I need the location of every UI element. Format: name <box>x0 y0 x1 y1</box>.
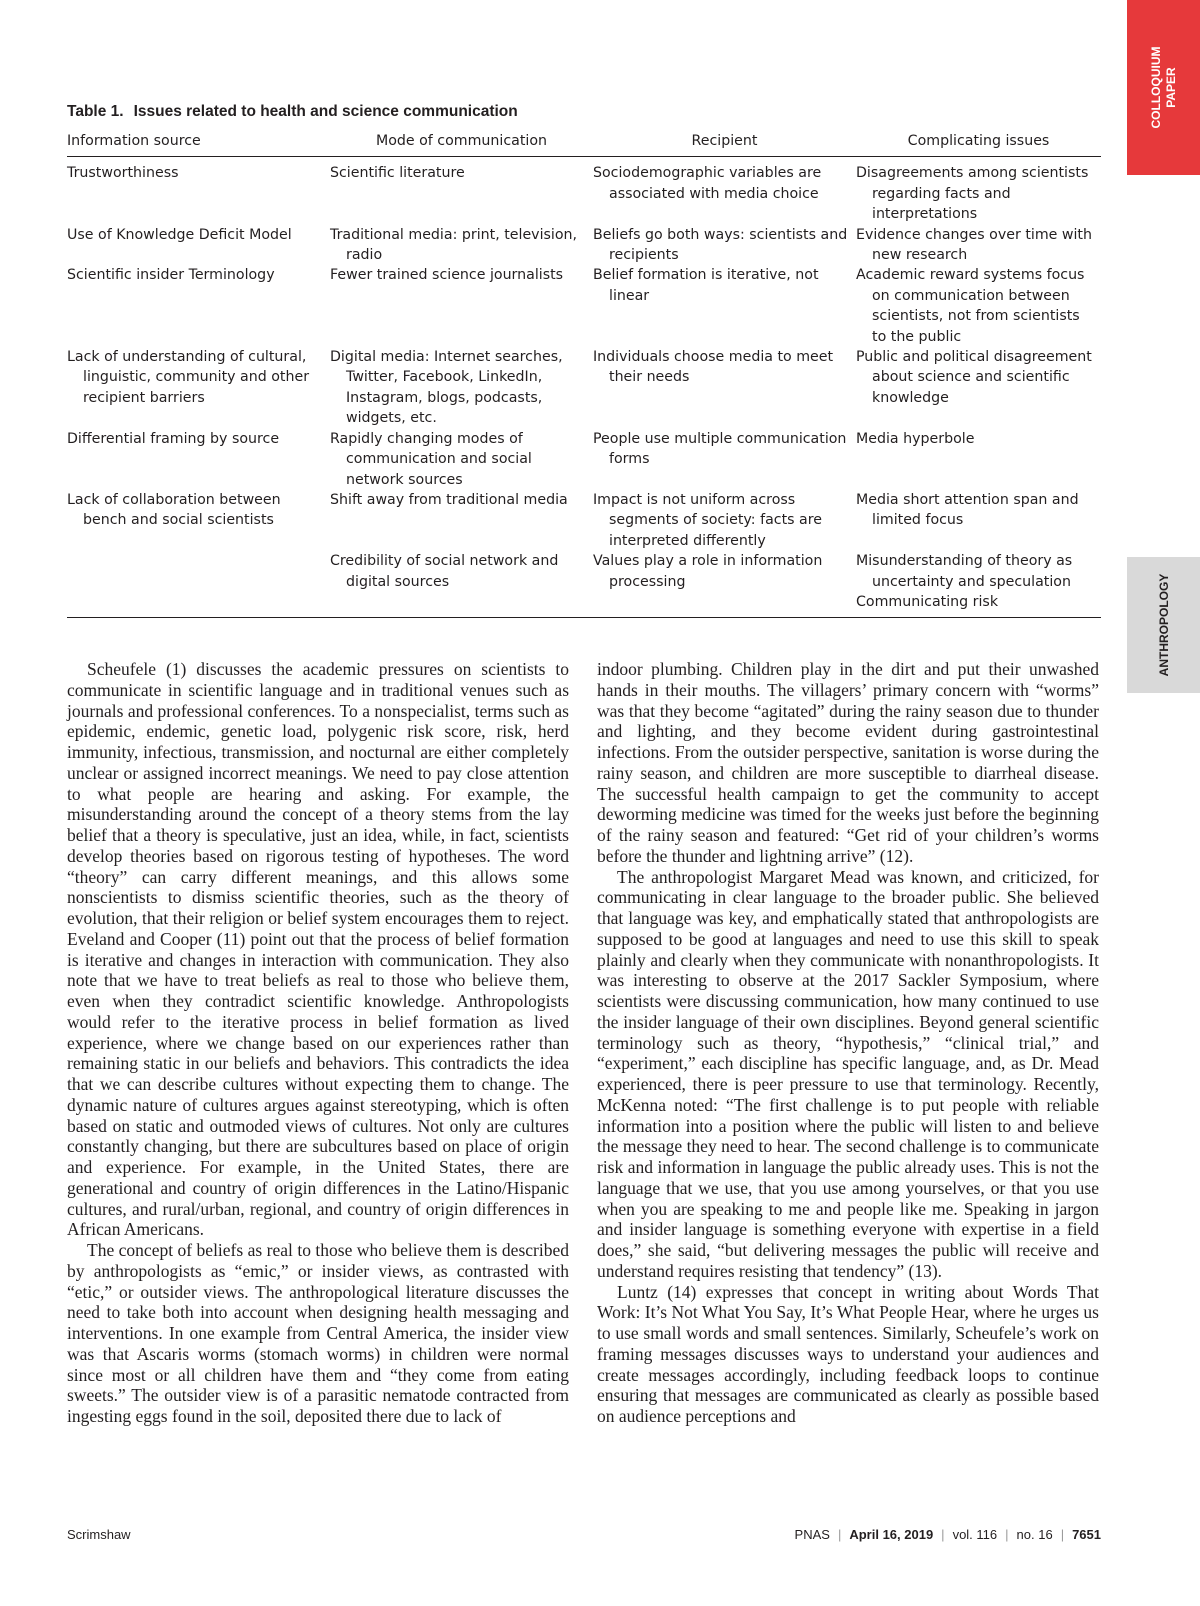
table-cell: Credibility of social network and digital sources <box>330 553 559 590</box>
column-header: Recipient <box>593 128 856 157</box>
table-cell: Values play a role in information processing <box>593 553 823 590</box>
table-cell: Lack of collaboration between bench and social scientists <box>67 491 281 529</box>
table-cell: Beliefs go both ways: scientists and recipients <box>593 226 848 264</box>
column-header: Complicating issues <box>856 128 1101 157</box>
table-row <box>67 225 1101 266</box>
table-header-row <box>67 128 1101 157</box>
table-cell: Trustworthiness <box>67 165 179 182</box>
paragraph: Scheufele (1) discusses the academic pressures on scientists to communicate in scientific language and in traditional venues such as journals and professional conferences. To a nonspecialist, terms such as epidemic, endemic, genetic load, polygenic risk score, risk, herd immunity, infectious, transmission, and nocturnal are either completely unclear or assigned incorrect meanings. We need to pay close attention to what people are hearing and asking. For example, the misunderstanding around the concept of a theory stems from the lay belief that a theory is speculative, just an idea, while, in fact, scientists develop theories based on rigorous testing of hypotheses. The word “theory” can carry different meanings, and this allows some nonscientists to dismiss scientific theories, such as the theory of evolution, that their religion or belief system encourages them to reject. Eveland and Cooper (11) point out that the process of belief formation is iterative and changes in interaction with communication. They also note that we have to treat beliefs as real to those who believe them, even when they contradict scientific knowledge. Anthropologists would refer to the iterative process in belief formation as lived experience, where we change based on our experiences rather than remaining static in our beliefs and behaviors. This contradicts the idea that we can describe cultures without expecting them to change. The dynamic nature of cultures argues against stereotyping, which is often based on static and outmoded views of cultures. Not only are cultures constantly changing, but there are subcultures based on place of origin and experience. For example, in the United States, there are generational and country of origin differences in the Latino/Hispanic cultures, and rural/urban, regional, and country of origin differences in African Americans. <box>67 659 569 1240</box>
table-cell: Impact is not uniform across segments of society: facts are interpreted differently <box>593 491 822 549</box>
tab-label-line2: PAPER <box>1163 67 1178 108</box>
tab-label-line1: COLLOQUIUM <box>1148 46 1163 129</box>
table-label: Table 1. <box>67 103 124 120</box>
table-cell: Shift away from traditional media <box>330 491 568 508</box>
volume: vol. 116 <box>952 1527 998 1542</box>
footer-citation: PNAS | April 16, 2019 | vol. 116 | no. 16 | 7651 <box>794 1527 1101 1542</box>
table-cell: Communicating risk <box>856 593 999 610</box>
table-cell: Media hyperbole <box>856 430 975 447</box>
table-cell: Public and political disagreement about science and scientific knowledge <box>856 349 1092 406</box>
table-cell: Differential framing by source <box>67 430 280 447</box>
section-tab <box>1127 557 1200 693</box>
table-row <box>67 347 1101 429</box>
right-column <box>597 659 1099 1427</box>
table-cell: Scientific insider Terminology <box>67 267 275 284</box>
table-cell: Individuals choose media to meet their needs <box>593 349 834 386</box>
paragraph: The anthropologist Margaret Mead was known, and criticized, for communicating in clear language to the broader public. She believed that language was key, and emphatically stated that anthropologists are supposed to be good at languages and need to use this skill to speak plainly and clearly when they communicate with nonanthropologists. It was interesting to observe at the 2017 Sackler Symposium, where scientists were discussing communication, how many continued to use the insider language of their own disciplines. Beyond general scientific terminology such as theory, “hypothesis,” “clinical trial,” and “experiment,” each discipline has specific language, and, as Dr. Mead experienced, there is peer pressure to use that terminology. Recently, McKenna noted: “The first challenge is to put people with reliable information into a position where the public will listen to and believe the message they need to hear. The second challenge is to communicate risk and information in language the public already uses. This is not the language that we use, that you use among yourselves, or that you use when you are speaking to me and people like me. Speaking in jargon and insider language is something everyone with expertise in a field does,” she said, “but delivering messages the public will receive and understand requires resisting that tendency” (13). <box>597 866 1099 1281</box>
table-caption <box>67 103 518 121</box>
journal-name: PNAS <box>794 1527 830 1542</box>
issue-number: no. 16 <box>1016 1527 1053 1542</box>
table-cell: People use multiple communication forms <box>593 430 847 468</box>
table-cell: Belief formation is iterative, not linear <box>593 267 819 304</box>
paragraph: The concept of beliefs as real to those who believe them is described by anthropologists as “emic,” or insider views, as contrasted with “etic,” or outsider views. The anthropological literature discusses the need to take both into account when designing health messaging and interventions. In one example from Central America, the insider view was that Ascaris worms (stomach worms) in children were normal since most or all children have them and “they come from eating sweets.” The outsider view is of a parasitic nematode contracted from ingesting eggs found in the soil, deposited there due to lack of <box>67 1240 569 1426</box>
footer-author: Scrimshaw <box>67 1527 131 1542</box>
table-cell: Traditional media: print, television, radio <box>330 226 578 264</box>
left-column <box>67 659 569 1427</box>
table-cell: Evidence changes over time with new research <box>856 226 1092 264</box>
table-row <box>67 265 1101 347</box>
table-cell: Rapidly changing modes of communication and social network sources <box>330 430 532 488</box>
column-header: Information source <box>67 128 330 157</box>
table-row <box>67 429 1101 490</box>
table-cell: Misunderstanding of theory as uncertainty and speculation <box>856 553 1073 590</box>
table-row <box>67 157 1101 225</box>
page-number: 7651 <box>1072 1527 1101 1542</box>
table-cell: Digital media: Internet searches, Twitter, Facebook, LinkedIn, Instagram, blogs, podcasts, widgets, etc. <box>330 349 563 427</box>
column-header: Mode of communication <box>330 128 593 157</box>
table-row <box>67 490 1101 551</box>
colloquium-paper-tab <box>1127 0 1200 175</box>
table-cell: Scientific literature <box>330 165 465 182</box>
issues-table <box>67 128 1101 612</box>
table-row <box>67 551 1101 592</box>
table-row <box>67 592 1101 612</box>
table-cell: Academic reward systems focus on communication between scientists, not from scientists to the public <box>856 267 1085 345</box>
table-cell: Lack of understanding of cultural, linguistic, community and other recipient barriers <box>67 349 310 406</box>
table-cell: Sociodemographic variables are associated with media choice <box>593 165 822 202</box>
table-cell: Fewer trained science journalists <box>330 267 564 284</box>
table-bottom-rule <box>67 617 1101 618</box>
paragraph: Luntz (14) expresses that concept in writing about Words That Work: It’s Not What You Say, It’s What People Hear, where he urges us to use small words and small sentences. Similarly, Scheufele’s work on framing messages discusses ways to understand your audiences and create messages accordingly, including feedback loops to continue ensuring that messages are communicated as clearly as possible based on audience perceptions and <box>597 1281 1099 1426</box>
issue-date: April 16, 2019 <box>849 1527 934 1542</box>
paragraph: indoor plumbing. Children play in the dirt and put their unwashed hands in their mouths. The villagers’ primary concern with “worms” was that they become “agitated” during the rainy season due to thunder and lighting, and they become evident during gastrointestinal infections. From the outsider perspective, sanitation is worse during the rainy season, and children are more susceptible to diarrheal disease. The successful health campaign to get the community to accept deworming medicine was timed for the weeks just before the beginning of the rainy season and featured: “Get rid of your children’s worms before the thunder and lightning arrive” (12). <box>597 659 1099 866</box>
table-cell: Media short attention span and limited focus <box>856 491 1079 529</box>
table-cell: Use of Knowledge Deficit Model <box>67 226 292 243</box>
section-label: ANTHROPOLOGY <box>1156 573 1171 677</box>
table-cell: Disagreements among scientists regarding facts and interpretations <box>856 165 1089 223</box>
table-title: Issues related to health and science communication <box>133 103 518 120</box>
